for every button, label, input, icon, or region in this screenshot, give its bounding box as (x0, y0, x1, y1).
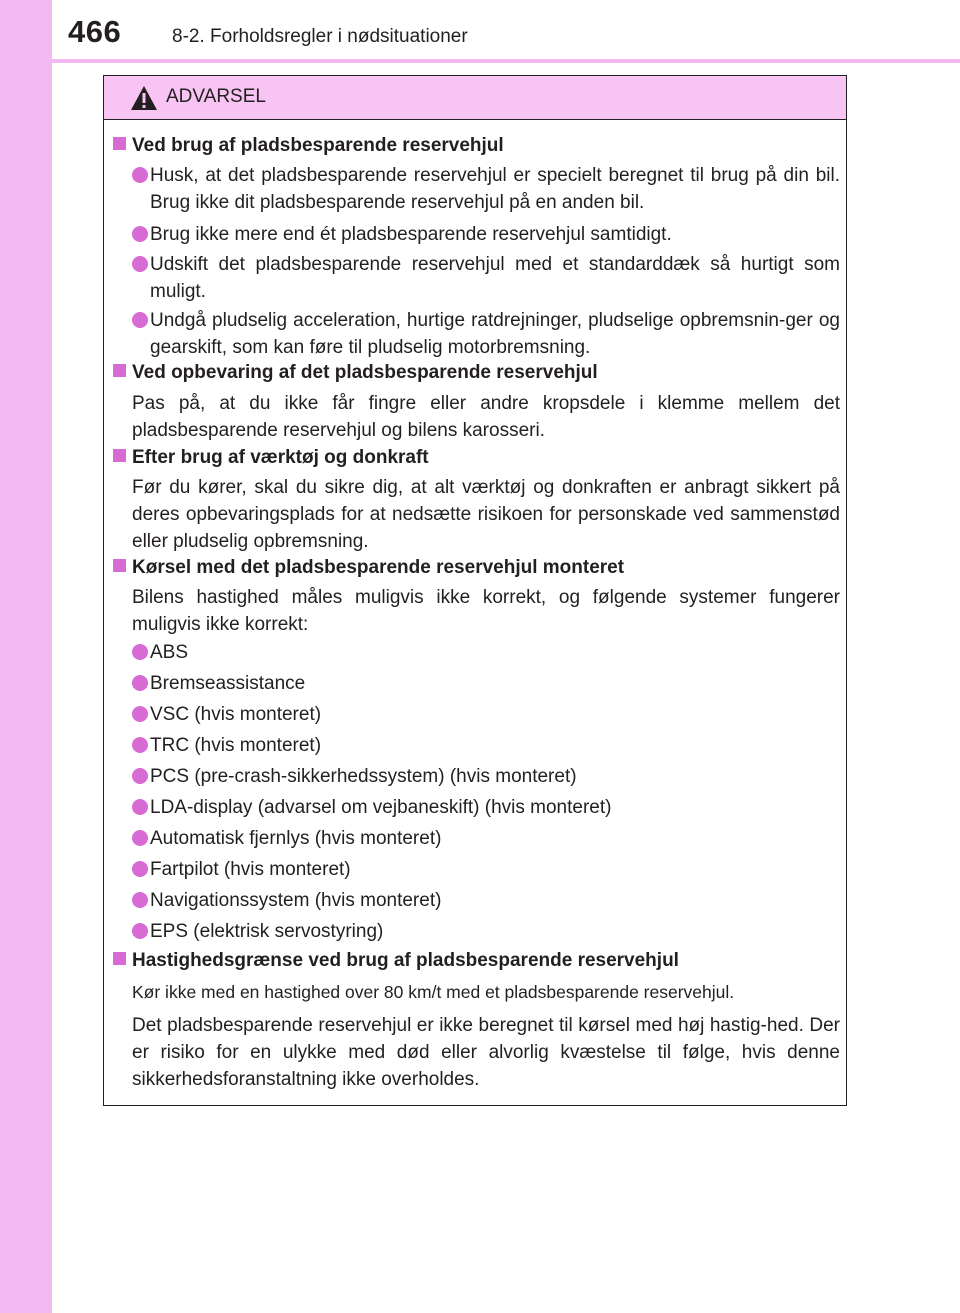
warning-header (104, 76, 846, 120)
list-item: VSC (hvis monteret) (132, 701, 840, 728)
bullet-dot-icon (132, 737, 148, 753)
bullet-dot-icon (132, 256, 148, 272)
bullet-dot-icon (132, 644, 148, 660)
paragraph: Kør ikke med en hastighed over 80 km/t med et pladsbesparende reservehjul. (132, 982, 735, 1002)
bullet-dot-icon (132, 675, 148, 691)
square-bullet-icon (113, 449, 126, 462)
section-heading: Hastighedsgrænse ved brug af pladsbesparende reservehjul (113, 950, 679, 972)
list-item: EPS (elektrisk servostyring) (132, 918, 840, 945)
list-item: Bremseassistance (132, 670, 840, 697)
section-heading: Kørsel med det pladsbesparende reservehjul monteret (113, 557, 624, 579)
list-item: Udskift det pladsbesparende reservehjul med et standarddæk så hurtigt som muligt. (132, 251, 840, 305)
section-heading: Efter brug af værktøj og donkraft (113, 447, 429, 469)
bullet-dot-icon (132, 768, 148, 784)
bullet-dot-icon (132, 312, 148, 328)
bullet-dot-icon (132, 706, 148, 722)
section-heading: Ved brug af pladsbesparende reservehjul (113, 135, 504, 157)
bullet-dot-icon (132, 892, 148, 908)
side-color-strip (0, 0, 52, 1313)
square-bullet-icon (113, 559, 126, 572)
header-rule (52, 59, 960, 63)
warning-triangle-icon (130, 85, 158, 111)
list-item: Automatisk fjernlys (hvis monteret) (132, 825, 840, 852)
paragraph: Det pladsbesparende reservehjul er ikke beregnet til kørsel med høj hastig-hed. Der er risiko for en ulykke med død eller alvorlig kvæstelse til følge, hvis denne sikkerhedsforanstaltning ikke overholdes. (132, 1015, 840, 1090)
bullet-dot-icon (132, 830, 148, 846)
list-item: Navigationssystem (hvis monteret) (132, 887, 840, 914)
paragraph: Før du kører, skal du sikre dig, at alt værktøj og donkraften er anbragt sikkert på deres opbevaringsplads for at nedsætte risikoen for personskade ved sammenstød eller pludselig opbremsning. (132, 477, 840, 552)
list-item: PCS (pre-crash-sikkerhedssystem) (hvis monteret) (132, 763, 840, 790)
list-item: LDA-display (advarsel om vejbaneskift) (hvis monteret) (132, 794, 840, 821)
bullet-dot-icon (132, 226, 148, 242)
paragraph: Pas på, at du ikke får fingre eller andre kropsdele i klemme mellem det pladsbesparende reservehjul og bilens karosseri. (132, 393, 840, 441)
list-item: Husk, at det pladsbesparende reservehjul er specielt beregnet til brug på din bil. Brug ikke dit pladsbesparende reservehjul på en anden bil. (132, 162, 840, 216)
bullet-dot-icon (132, 923, 148, 939)
square-bullet-icon (113, 364, 126, 377)
warning-box (103, 75, 847, 1106)
list-item: Fartpilot (hvis monteret) (132, 856, 840, 883)
bullet-dot-icon (132, 799, 148, 815)
section-title: 8-2. Forholdsregler i nødsituationer (172, 26, 468, 47)
page-header (0, 0, 960, 64)
list-item: Brug ikke mere end ét pladsbesparende reservehjul samtidigt. (132, 221, 840, 248)
list-item: TRC (hvis monteret) (132, 732, 840, 759)
list-item: ABS (132, 639, 840, 666)
square-bullet-icon (113, 952, 126, 965)
page-number: 466 (68, 14, 122, 49)
warning-title: ADVARSEL (166, 86, 266, 107)
list-item: Undgå pludselig acceleration, hurtige ratdrejninger, pludselige opbremsnin-ger og gearskift, som kan føre til pludselig motorbremsning. (132, 307, 840, 361)
bullet-dot-icon (132, 861, 148, 877)
section-heading: Ved opbevaring af det pladsbesparende reservehjul (113, 362, 598, 384)
paragraph: Bilens hastighed måles muligvis ikke korrekt, og følgende systemer fungerer muligvis ikke korrekt: (132, 587, 840, 635)
square-bullet-icon (113, 137, 126, 150)
bullet-dot-icon (132, 167, 148, 183)
